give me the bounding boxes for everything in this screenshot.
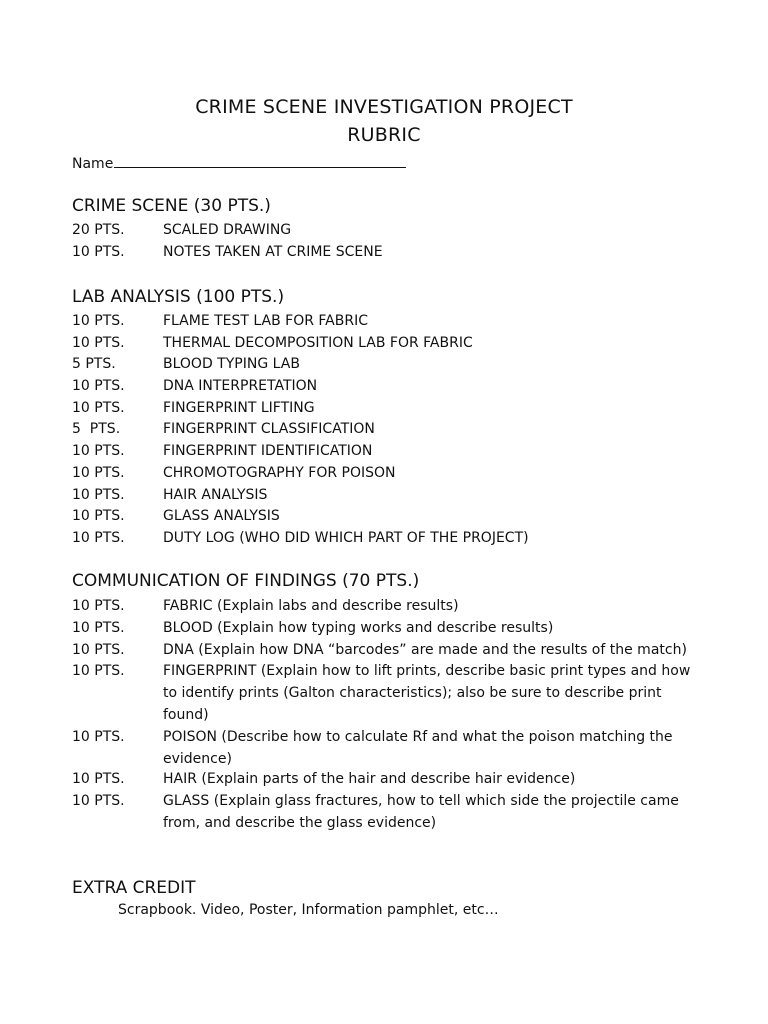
item-description: DUTY LOG (WHO DID WHICH PART OF THE PROJECT) <box>163 530 529 546</box>
item-description: BLOOD (Explain how typing works and describe results) <box>163 620 554 636</box>
item-description: HAIR (Explain parts of the hair and describe hair evidence) <box>163 771 576 787</box>
item-description: SCALED DRAWING <box>163 222 292 238</box>
section-heading-lab-analysis: LAB ANALYSIS (100 PTS.) <box>72 287 285 307</box>
item-description: GLASS (Explain glass fractures, how to tell which side the projectile came from, and describe the glass evidence) <box>163 793 679 831</box>
item-description: GLASS ANALYSIS <box>163 508 280 524</box>
item-description: FINGERPRINT (Explain how to lift prints, describe basic print types and how to identify prints (Galton characteristics); also be sure to describe print found) <box>163 663 691 723</box>
item-points: 10 PTS. <box>72 793 125 809</box>
item-points: 10 PTS. <box>72 400 125 416</box>
item-points: 10 PTS. <box>72 487 125 503</box>
item-points: 10 PTS. <box>72 642 125 658</box>
item-description: FLAME TEST LAB FOR FABRIC <box>163 313 368 329</box>
document-title: CRIME SCENE INVESTIGATION PROJECT <box>195 96 573 118</box>
item-points: 5 PTS. <box>72 421 121 437</box>
item-points: 10 PTS. <box>72 598 125 614</box>
item-points: 10 PTS. <box>72 530 125 546</box>
item-points: 10 PTS. <box>72 443 125 459</box>
section-heading-extra-credit: EXTRA CREDIT <box>72 878 196 898</box>
item-points: 10 PTS. <box>72 378 125 394</box>
extra-credit-text: Scrapbook. Video, Poster, Information pamphlet, etc… <box>118 902 499 918</box>
name-field <box>72 153 406 172</box>
item-points: 10 PTS. <box>72 465 125 481</box>
item-description: BLOOD TYPING LAB <box>163 356 300 372</box>
item-description: DNA INTERPRETATION <box>163 378 318 394</box>
item-description: POISON (Describe how to calculate Rf and what the poison matching the evidence) <box>163 729 673 767</box>
item-description: NOTES TAKEN AT CRIME SCENE <box>163 244 383 260</box>
section-heading-communication: COMMUNICATION OF FINDINGS (70 PTS.) <box>72 571 420 591</box>
item-description: HAIR ANALYSIS <box>163 487 268 503</box>
name-label: Name <box>72 156 114 172</box>
item-points: 10 PTS. <box>72 771 125 787</box>
name-blank-line <box>114 153 406 168</box>
item-points: 5 PTS. <box>72 356 116 372</box>
document-subtitle: RUBRIC <box>347 124 421 146</box>
item-points: 10 PTS. <box>72 313 125 329</box>
item-description: FINGERPRINT LIFTING <box>163 400 315 416</box>
item-description: FABRIC (Explain labs and describe results) <box>163 598 459 614</box>
item-points: 10 PTS. <box>72 508 125 524</box>
item-description: CHROMOTOGRAPHY FOR POISON <box>163 465 396 481</box>
item-description: FINGERPRINT CLASSIFICATION <box>163 421 375 437</box>
item-points: 10 PTS. <box>72 729 125 745</box>
item-points: 10 PTS. <box>72 335 125 351</box>
item-description: DNA (Explain how DNA “barcodes” are made and the results of the match) <box>163 642 687 658</box>
item-points: 10 PTS. <box>72 244 125 260</box>
item-description: THERMAL DECOMPOSITION LAB FOR FABRIC <box>163 335 473 351</box>
item-points: 10 PTS. <box>72 620 125 636</box>
section-heading-crime-scene: CRIME SCENE (30 PTS.) <box>72 196 271 216</box>
item-points: 20 PTS. <box>72 222 125 238</box>
item-points: 10 PTS. <box>72 663 125 679</box>
item-description: FINGERPRINT IDENTIFICATION <box>163 443 373 459</box>
